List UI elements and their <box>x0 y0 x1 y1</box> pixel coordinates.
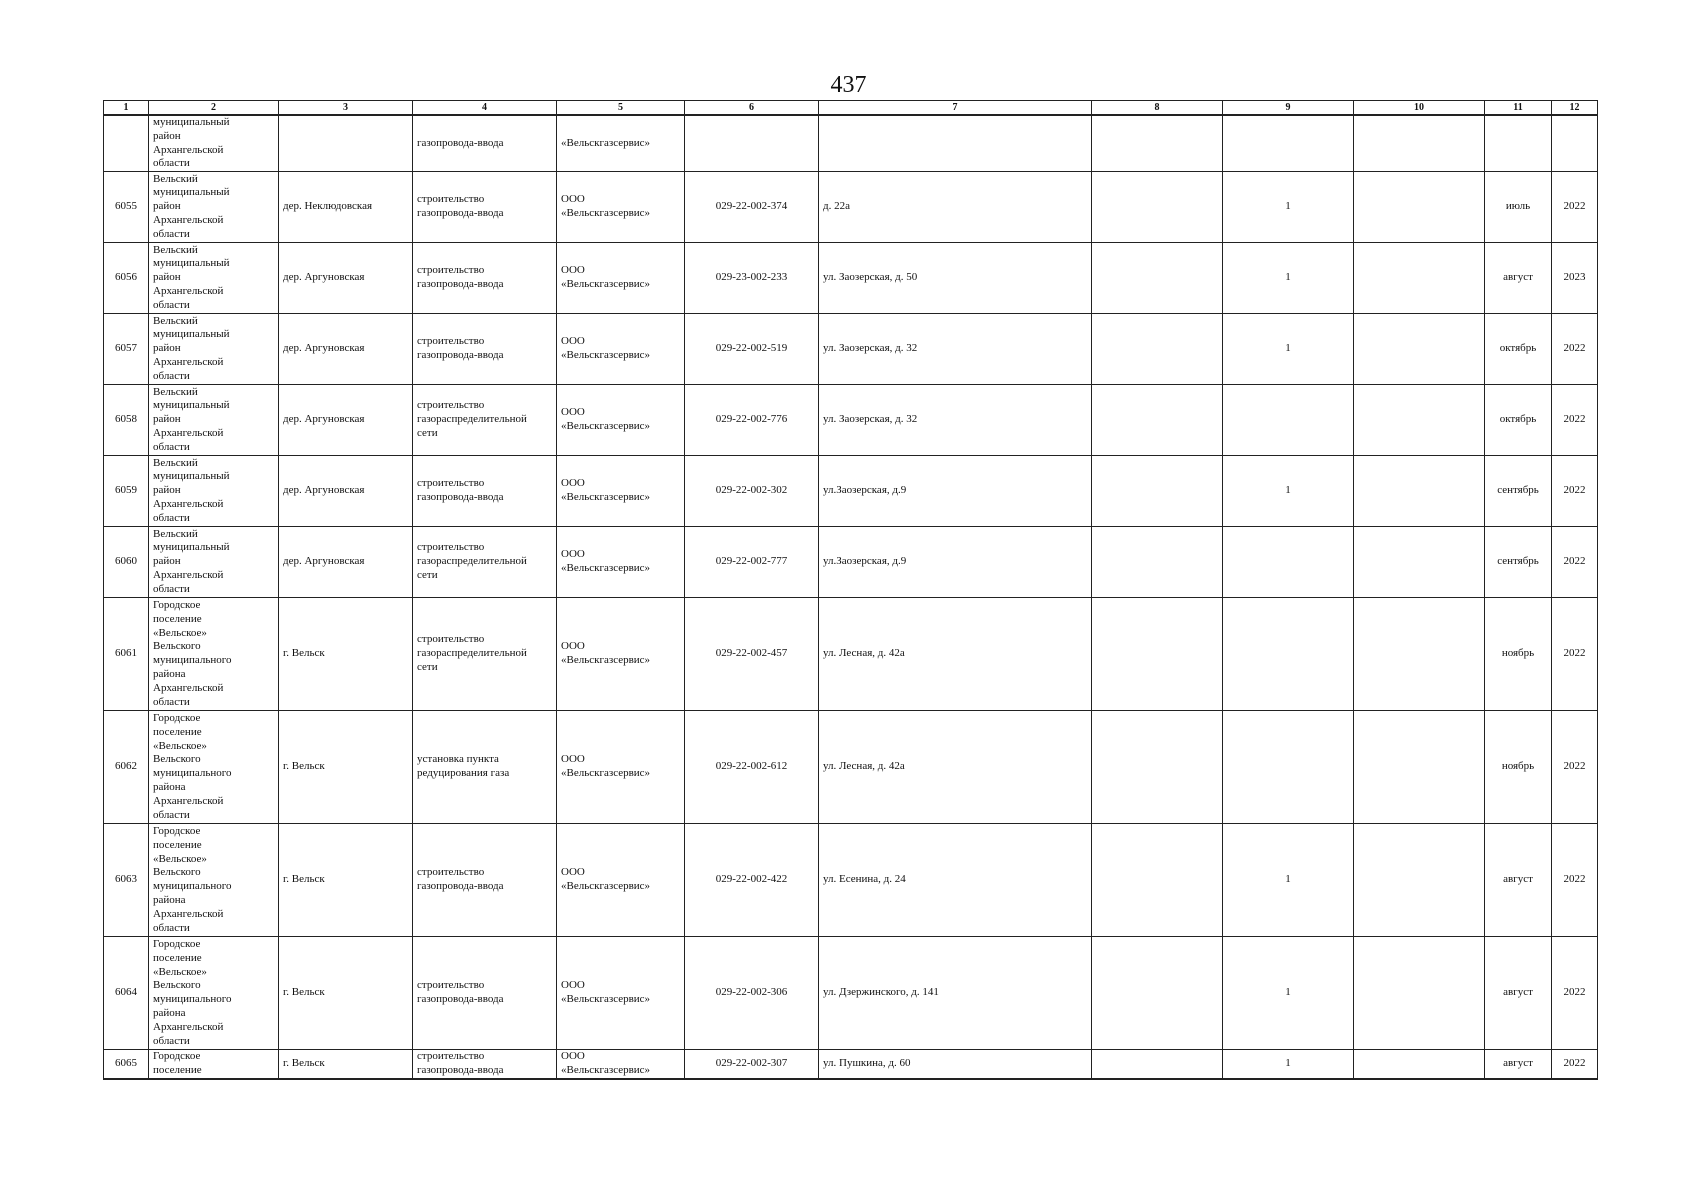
col10-cell <box>1354 824 1485 937</box>
col8-cell <box>1092 314 1223 385</box>
settlement-cell: г. Вельск <box>279 824 413 937</box>
column-number-10: 10 <box>1354 101 1485 116</box>
table-row <box>104 243 1598 314</box>
col10-cell <box>1354 243 1485 314</box>
organization-cell: ООО «Вельскгазсервис» <box>557 937 685 1050</box>
settlement-cell: дер. Неклюдовская <box>279 172 413 243</box>
organization-cell: ООО «Вельскгазсервис» <box>557 314 685 385</box>
municipality-cell: Вельский муниципальный район Архангельской области <box>149 172 279 243</box>
municipality-cell: Городское поселение «Вельское» Вельского муниципального района Архангельской области <box>149 598 279 711</box>
count-cell: 1 <box>1223 824 1354 937</box>
table-row <box>104 598 1598 711</box>
month-cell: июль <box>1485 172 1552 243</box>
registry-table <box>103 100 1598 1080</box>
settlement-cell: дер. Аргуновская <box>279 243 413 314</box>
count-cell: 1 <box>1223 172 1354 243</box>
address-cell: ул. Заозерская, д. 32 <box>819 314 1092 385</box>
address-cell: ул. Пушкина, д. 60 <box>819 1050 1092 1079</box>
municipality-cell: Городское поселение «Вельское» Вельского муниципального района Архангельской области <box>149 824 279 937</box>
col10-cell <box>1354 711 1485 824</box>
address-cell: ул.Заозерская, д.9 <box>819 527 1092 598</box>
organization-cell: ООО «Вельскгазсервис» <box>557 456 685 527</box>
month-cell: август <box>1485 937 1552 1050</box>
table-row <box>104 385 1598 456</box>
col10-cell <box>1354 598 1485 711</box>
col8-cell <box>1092 1050 1223 1079</box>
row-number <box>104 115 149 172</box>
settlement-cell: дер. Аргуновская <box>279 456 413 527</box>
row-number: 6062 <box>104 711 149 824</box>
year-cell: 2022 <box>1552 172 1598 243</box>
month-cell: сентябрь <box>1485 527 1552 598</box>
count-cell <box>1223 527 1354 598</box>
year-cell: 2022 <box>1552 1050 1598 1079</box>
column-number-11: 11 <box>1485 101 1552 116</box>
year-cell <box>1552 115 1598 172</box>
code-cell <box>685 115 819 172</box>
work-type-cell: строительство газопровода-ввода <box>413 1050 557 1079</box>
year-cell: 2022 <box>1552 314 1598 385</box>
table-row <box>104 527 1598 598</box>
col10-cell <box>1354 456 1485 527</box>
settlement-cell: г. Вельск <box>279 1050 413 1079</box>
month-cell: ноябрь <box>1485 711 1552 824</box>
work-type-cell: строительство газопровода-ввода <box>413 824 557 937</box>
municipality-cell: Вельский муниципальный район Архангельской области <box>149 314 279 385</box>
year-cell: 2022 <box>1552 824 1598 937</box>
count-cell: 1 <box>1223 937 1354 1050</box>
col8-cell <box>1092 243 1223 314</box>
table-row <box>104 172 1598 243</box>
table-body <box>104 101 1598 1079</box>
month-cell: октябрь <box>1485 385 1552 456</box>
address-cell: ул.Заозерская, д.9 <box>819 456 1092 527</box>
work-type-cell: газопровода-ввода <box>413 115 557 172</box>
month-cell: октябрь <box>1485 314 1552 385</box>
month-cell: август <box>1485 243 1552 314</box>
organization-cell: ООО «Вельскгазсервис» <box>557 385 685 456</box>
settlement-cell: г. Вельск <box>279 711 413 824</box>
settlement-cell: дер. Аргуновская <box>279 385 413 456</box>
year-cell: 2022 <box>1552 385 1598 456</box>
column-number-7: 7 <box>819 101 1092 116</box>
col10-cell <box>1354 385 1485 456</box>
col8-cell <box>1092 824 1223 937</box>
code-cell: 029-22-002-374 <box>685 172 819 243</box>
work-type-cell: строительство газопровода-ввода <box>413 172 557 243</box>
municipality-cell: Городское поселение «Вельское» Вельского муниципального района Архангельской области <box>149 711 279 824</box>
code-cell: 029-23-002-233 <box>685 243 819 314</box>
municipality-cell: Вельский муниципальный район Архангельской области <box>149 527 279 598</box>
code-cell: 029-22-002-519 <box>685 314 819 385</box>
table-row <box>104 711 1598 824</box>
column-number-4: 4 <box>413 101 557 116</box>
work-type-cell: строительство газопровода-ввода <box>413 243 557 314</box>
col8-cell <box>1092 937 1223 1050</box>
count-cell: 1 <box>1223 243 1354 314</box>
work-type-cell: строительство газопровода-ввода <box>413 937 557 1050</box>
column-number-5: 5 <box>557 101 685 116</box>
work-type-cell: строительство газораспределительной сети <box>413 385 557 456</box>
code-cell: 029-22-002-306 <box>685 937 819 1050</box>
month-cell <box>1485 115 1552 172</box>
organization-cell: «Вельскгазсервис» <box>557 115 685 172</box>
municipality-cell: Вельский муниципальный район Архангельской области <box>149 243 279 314</box>
count-cell <box>1223 385 1354 456</box>
code-cell: 029-22-002-777 <box>685 527 819 598</box>
row-number: 6065 <box>104 1050 149 1079</box>
organization-cell: ООО «Вельскгазсервис» <box>557 711 685 824</box>
address-cell <box>819 115 1092 172</box>
col10-cell <box>1354 937 1485 1050</box>
column-number-9: 9 <box>1223 101 1354 116</box>
row-number: 6060 <box>104 527 149 598</box>
address-cell: ул. Лесная, д. 42а <box>819 598 1092 711</box>
col8-cell <box>1092 172 1223 243</box>
municipality-cell: Вельский муниципальный район Архангельской области <box>149 456 279 527</box>
code-cell: 029-22-002-307 <box>685 1050 819 1079</box>
work-type-cell: установка пункта редуцирования газа <box>413 711 557 824</box>
month-cell: август <box>1485 1050 1552 1079</box>
code-cell: 029-22-002-457 <box>685 598 819 711</box>
code-cell: 029-22-002-776 <box>685 385 819 456</box>
code-cell: 029-22-002-422 <box>685 824 819 937</box>
table-row <box>104 937 1598 1050</box>
table-row <box>104 115 1598 172</box>
count-cell <box>1223 598 1354 711</box>
settlement-cell <box>279 115 413 172</box>
address-cell: ул. Дзержинского, д. 141 <box>819 937 1092 1050</box>
page-number: 437 <box>830 72 867 98</box>
col10-cell <box>1354 172 1485 243</box>
settlement-cell: г. Вельск <box>279 598 413 711</box>
municipality-cell: Городское поселение «Вельское» Вельского муниципального района Архангельской области <box>149 937 279 1050</box>
row-number: 6057 <box>104 314 149 385</box>
count-cell: 1 <box>1223 314 1354 385</box>
col8-cell <box>1092 115 1223 172</box>
month-cell: ноябрь <box>1485 598 1552 711</box>
organization-cell: ООО «Вельскгазсервис» <box>557 527 685 598</box>
col10-cell <box>1354 527 1485 598</box>
year-cell: 2022 <box>1552 598 1598 711</box>
municipality-cell: Городское поселение <box>149 1050 279 1079</box>
work-type-cell: строительство газораспределительной сети <box>413 598 557 711</box>
table-row <box>104 824 1598 937</box>
row-number: 6061 <box>104 598 149 711</box>
organization-cell: ООО «Вельскгазсервис» <box>557 243 685 314</box>
count-cell <box>1223 711 1354 824</box>
address-cell: ул. Есенина, д. 24 <box>819 824 1092 937</box>
year-cell: 2023 <box>1552 243 1598 314</box>
address-cell: д. 22а <box>819 172 1092 243</box>
column-number-2: 2 <box>149 101 279 116</box>
col10-cell <box>1354 1050 1485 1079</box>
organization-cell: ООО «Вельскгазсервис» <box>557 172 685 243</box>
count-cell: 1 <box>1223 456 1354 527</box>
organization-cell: ООО «Вельскгазсервис» <box>557 1050 685 1079</box>
table-row <box>104 1050 1598 1079</box>
count-cell: 1 <box>1223 1050 1354 1079</box>
row-number: 6064 <box>104 937 149 1050</box>
year-cell: 2022 <box>1552 456 1598 527</box>
settlement-cell: г. Вельск <box>279 937 413 1050</box>
table-row <box>104 314 1598 385</box>
column-number-3: 3 <box>279 101 413 116</box>
work-type-cell: строительство газопровода-ввода <box>413 314 557 385</box>
year-cell: 2022 <box>1552 937 1598 1050</box>
col8-cell <box>1092 527 1223 598</box>
col10-cell <box>1354 115 1485 172</box>
year-cell: 2022 <box>1552 527 1598 598</box>
col8-cell <box>1092 598 1223 711</box>
address-cell: ул. Заозерская, д. 50 <box>819 243 1092 314</box>
col8-cell <box>1092 456 1223 527</box>
row-number: 6059 <box>104 456 149 527</box>
organization-cell: ООО «Вельскгазсервис» <box>557 598 685 711</box>
month-cell: сентябрь <box>1485 456 1552 527</box>
code-cell: 029-22-002-612 <box>685 711 819 824</box>
work-type-cell: строительство газораспределительной сети <box>413 527 557 598</box>
row-number: 6058 <box>104 385 149 456</box>
row-number: 6055 <box>104 172 149 243</box>
column-number-8: 8 <box>1092 101 1223 116</box>
settlement-cell: дер. Аргуновская <box>279 314 413 385</box>
address-cell: ул. Лесная, д. 42а <box>819 711 1092 824</box>
column-numbers-row <box>104 101 1598 116</box>
table-row <box>104 456 1598 527</box>
year-cell: 2022 <box>1552 711 1598 824</box>
count-cell <box>1223 115 1354 172</box>
municipality-cell: Вельский муниципальный район Архангельской области <box>149 385 279 456</box>
municipality-cell: муниципальный район Архангельской области <box>149 115 279 172</box>
column-number-12: 12 <box>1552 101 1598 116</box>
col8-cell <box>1092 711 1223 824</box>
row-number: 6056 <box>104 243 149 314</box>
organization-cell: ООО «Вельскгазсервис» <box>557 824 685 937</box>
settlement-cell: дер. Аргуновская <box>279 527 413 598</box>
col10-cell <box>1354 314 1485 385</box>
address-cell: ул. Заозерская, д. 32 <box>819 385 1092 456</box>
column-number-1: 1 <box>104 101 149 116</box>
col8-cell <box>1092 385 1223 456</box>
row-number: 6063 <box>104 824 149 937</box>
code-cell: 029-22-002-302 <box>685 456 819 527</box>
work-type-cell: строительство газопровода-ввода <box>413 456 557 527</box>
column-number-6: 6 <box>685 101 819 116</box>
month-cell: август <box>1485 824 1552 937</box>
